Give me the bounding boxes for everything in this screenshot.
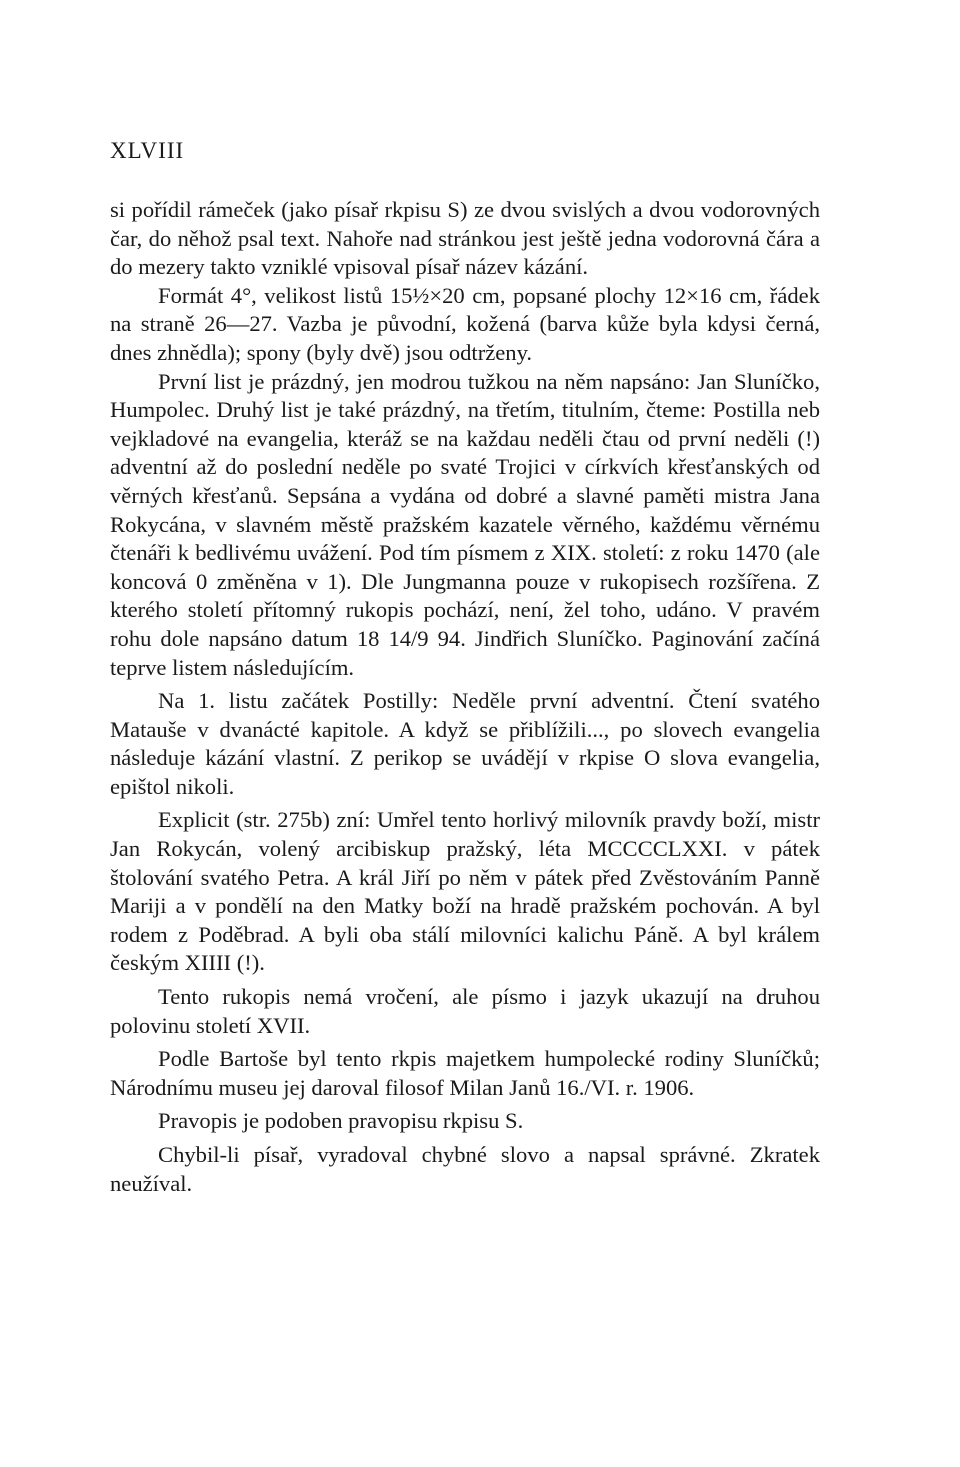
paragraph-9: Chybil-li písař, vyradoval chybné slovo a napsal správné. Zkratek neužíval. bbox=[110, 1142, 820, 1196]
paragraph-7: Podle Bartoše byl tento rkpis majetkem humpolecké rodiny Sluníčků; Národnímu museu jej daroval filosof Milan Janů 16./VI. r. 1906. bbox=[110, 1046, 820, 1100]
paragraph-1: si pořídil rámeček (jako písař rkpisu S) ze dvou svislých a dvou vodorovných čar, do něhož psal text. Nahoře nad stránkou jest ještě jedna vodorovná čára a do mezery takto vzniklé vpisoval písař název kázání. bbox=[110, 197, 820, 280]
paragraph-2: Formát 4°, velikost listů 15½×20 cm, popsané plochy 12×16 cm, řádek na straně 26—27. Vazba je původní, kožená (barva kůže byla kdysi černá, dnes zhnědla); spony (byly dvě) jsou odtrženy. bbox=[110, 282, 820, 365]
paragraph-3: První list je prázdný, jen modrou tužkou na něm napsáno: Jan Sluníčko, Humpolec. Druhý list je také prázdný, na třetím, titulním, čteme: Postilla neb vejkladové na evangelia, kteráž se na každau neděli čtau od první neděli (!) adventní až do poslední neděle po svaté Trojici v církvích křesťanských od věrných křesťanů. Sepsána a vydána od dobré a slavné paměti mistra Jana Rokycána, v slavném městě pražském kazatele věrného, každému věrnému čtenáři k bedlivému uvážení. Pod tím písmem z XIX. století: z roku 1470 (ale koncová 0 změněna v 1). Dle Jungmanna pouze v rukopisech rozšířena. Z kterého století přítomný rukopis pochází, není, žel toho, udáno. V pravém rohu dole napsáno datum 18 14/9 94. Jindřich Sluníčko. Paginování začíná teprve listem následujícím. bbox=[110, 368, 820, 680]
paragraph-6: Tento rukopis nemá vročení, ale písmo i jazyk ukazují na druhou polovinu století XVII. bbox=[110, 984, 820, 1038]
page-number: XLVIII bbox=[110, 138, 185, 163]
paragraph-8: Pravopis je podoben pravopisu rkpisu S. bbox=[158, 1108, 524, 1134]
paragraph-4: Na 1. listu začátek Postilly: Neděle první adventní. Čtení svatého Matauše v dvanácté kapitole. A když se přiblížili..., po slovech evangelia následuje kázání vlastní. Z perikop se uvádějí v rkpise O slova evangelia, epištol nikoli. bbox=[110, 688, 820, 799]
document-body bbox=[110, 196, 820, 1198]
paragraph-5: Explicit (str. 275b) zní: Umřel tento horlivý milovník pravdy boží, mistr Jan Rokycán, volený arcibiskup pražský, léta MCCCCLXXI. v pátek štolování svatého Petra. A král Jiří po něm v pátek před Zvěstováním Panně Mariji a v pondělí na den Matky boží na hradě pražském pochován. A byl rodem z Poděbrad. A byli oba stálí milovníci kalichu Páně. A byl králem českým XIIII (!). bbox=[110, 807, 820, 976]
